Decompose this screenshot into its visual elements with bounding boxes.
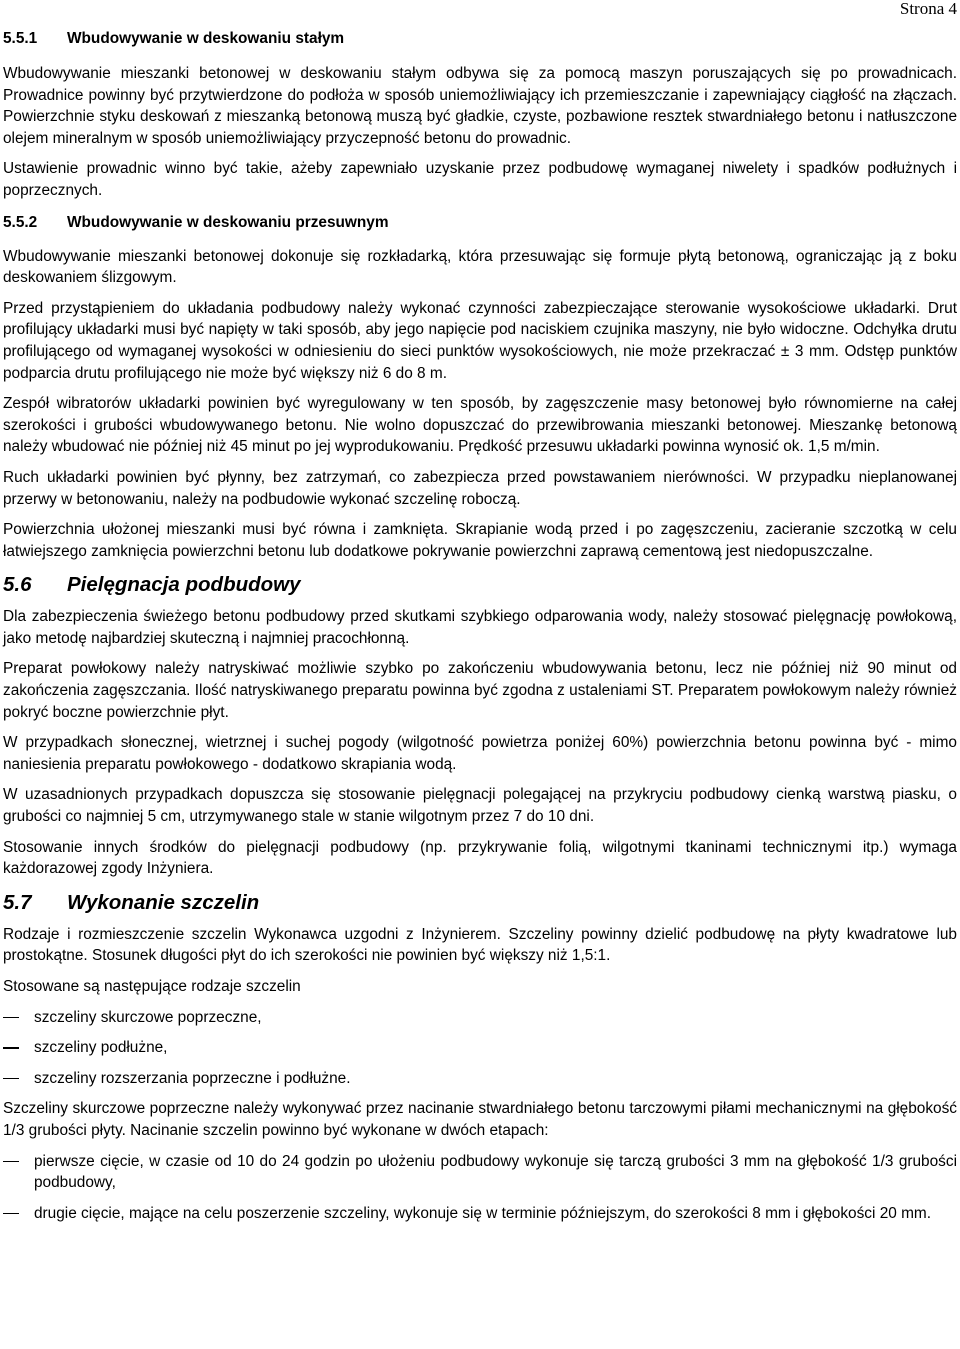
list-item-text: pierwsze cięcie, w czasie od 10 do 24 godzin po ułożeniu podbudowy wykonuje się tarczą grubości 3 mm na głębokość 1/3 grubości podbudowy, [34,1152,957,1192]
list-item-text: szczeliny rozszerzania poprzeczne i podłużne. [34,1069,351,1087]
list-item-text: szczeliny podłużne, [34,1039,168,1057]
cutting-stages-list [3,1151,957,1225]
list-item [3,1007,957,1029]
section-5-7-heading [3,890,957,916]
paragraph: Powierzchnia ułożonej mieszanki musi być równa i zamknięta. Skrapianie wodą przed i po zagęszczeniu, zacieranie szczotką w celu łatwiejszego zamknięcia powierzchni betonu lub dodatkowe pokrywanie powierzchni zaprawą cementową jest niedopuszczalne. [3,521,957,560]
paragraph: Ustawienie prowadnic winno być takie, ażeby zapewniało uzyskanie przez podbudowę wymaganej niwelety i spadków podłużnych i poprzecznych. [3,160,957,199]
dash-bullet-icon [3,1161,19,1162]
page-number: Strona 4 [899,0,957,18]
section-5-6-heading [3,572,957,598]
paragraph: W przypadkach słonecznej, wietrznej i suchej pogody (wilgotność powietrza poniżej 60%) powierzchnia betonu powinna być - mimo naniesienia preparatu powłokowego - dodatkowo skrapiania wodą. [3,734,957,773]
paragraph: Zespół wibratorów układarki powinien być wyregulowany w ten sposób, by zagęszczenie masy betonowej było równomierne na całej szerokości i grubości wbudowywanego betonu. Nie wolno dopuszczać do przewibrowania mieszanki betonowej. Mieszankę betonową należy wbudować nie później niż 45 minut po jej wyprodukowaniu. Prędkość przesuwu układarki powinna wynosić ok. 1,5 m/min. [3,395,957,456]
section-5-5-2-heading [3,212,957,234]
paragraph: Stosowanie innych środków do pielęgnacji podbudowy (np. przykrywanie folią, wilgotnymi tkaninami technicznymi itp.) wymaga każdorazowej zgody Inżyniera. [3,838,957,878]
paragraph: Preparat powłokowy należy natryskiwać możliwie szybko po zakończeniu wbudowywania betonu, lecz nie później niż 90 minut od zakończenia zagęszczania. Ilość natryskiwanego preparatu powinna być zgodna z ustaleniami ST. Preparatem powłokowym należy również pokryć boczne powierzchnie płyt. [3,660,957,721]
section-title: Wbudowywanie w deskowaniu stałym [67,30,345,47]
section-number: 5.6 [3,573,32,597]
paragraph: W uzasadnionych przypadkach dopuszcza się stosowanie pielęgnacji polegającej na przykryciu podbudowy cienką warstwą piasku, o grubości co najmniej 5 cm, utrzymywanego stale w stanie wilgotnym przez 7 do 10 dni. [3,786,957,826]
section-number: 5.5.1 [3,30,38,47]
dash-bullet-icon [3,1213,19,1214]
list-item-text: szczeliny skurczowe poprzeczne, [34,1008,262,1026]
paragraph: Szczeliny skurczowe poprzeczne należy wykonywać przez nacinanie stwardniałego betonu tarczowymi piłami mechanicznymi na głębokość 1/3 grubości płyty. Nacinanie szczelin powinno być wykonane w dwóch etapach: [3,1100,957,1139]
paragraph: Przed przystąpieniem do układania podbudowy należy wykonać czynności zabezpieczające sterowanie wysokościowe układarki. Drut profilujący układarki musi być napięty w taki sposób, aby jego napięcie pod naciskiem czujnika maszyny, nie było widoczne. Odchyłka drutu profilującego od wymaganej wysokości w odniesieniu do sieci punktów wysokościowych, nie może przekraczać ± 3 mm. Odstęp punktów podparcia drutu profilującego nie może być większy niż 6 do 8 m. [3,299,957,382]
document-body [3,0,957,1224]
paragraph: Wbudowywanie mieszanki betonowej w deskowaniu stałym odbywa się za pomocą maszyn poruszających się po prowadnicach. Prowadnice powinny być przytwierdzone do podłoża w sposób uniemożliwiający ich przemieszczanie i zapewniający ciągłość na złączach. Powierzchnie styku deskowań z mieszanką betonową muszą być gładkie, czyste, pozbawione resztek stwardniałego betonu i natłuszczone olejem mineralnym w sposób uniemożliwiający przyczepność betonu do prowadnic. [3,65,957,147]
dash-bullet-icon [3,1017,19,1018]
section-number: 5.7 [3,890,32,914]
list-item [3,1037,957,1059]
dash-bullet-icon [3,1047,19,1048]
paragraph: Ruch układarki powinien być płynny, bez zatrzymań, co zabezpiecza przed powstawaniem nierówności. W przypadku nieplanowanej przerwy w betonowaniu, należy na podbudowie wykonać szczelinę roboczą. [3,468,957,508]
list-item [3,1068,957,1090]
paragraph: Rodzaje i rozmieszczenie szczelin Wykonawca uzgodni z Inżynierem. Szczeliny powinny dzielić podbudowę na płyty kwadratowe lub prostokątne. Stosunek długości płyt do ich szerokości nie powinien być większy niż 1,5:1. [3,925,957,965]
paragraph: Wbudowywanie mieszanki betonowej dokonuje się rozkładarką, która przesuwając się formuje płytą betonową, ograniczając ją z boku deskowaniem ślizgowym. [3,247,957,287]
section-title: Pielęgnacja podbudowy [67,573,301,597]
paragraph: Dla zabezpieczenia świeżego betonu podbudowy przed skutkami szybkiego odparowania wody, należy stosować pielęgnację powłokową, jako metodę najbardziej skuteczną i najmniej pracochłonną. [3,608,957,647]
section-title: Wbudowywanie w deskowaniu przesuwnym [67,213,389,231]
paragraph: Stosowane są następujące rodzaje szczelin [3,978,301,995]
list-item [3,1151,957,1194]
section-5-5-1-heading [3,28,957,50]
section-title: Wykonanie szczelin [67,890,260,914]
dash-bullet-icon [3,1078,19,1079]
section-number: 5.5.2 [3,213,38,231]
list-item-text: drugie cięcie, mające na celu poszerzenie szczeliny, wykonuje się w terminie późniejszym, do szerokości 8 mm i głębokości 20 mm. [34,1204,932,1222]
joint-types-list [3,1007,957,1090]
list-item [3,1203,957,1225]
